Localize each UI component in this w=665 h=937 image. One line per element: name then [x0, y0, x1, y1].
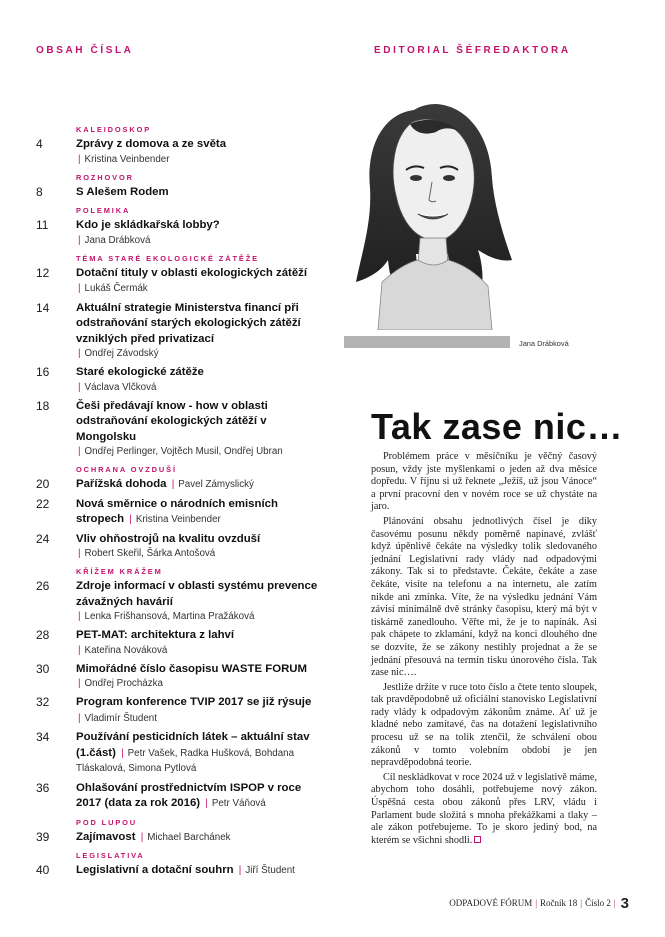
toc-entry-title: Ohlašování prostřednictvím ISPOP v roce 2017 (data za rok 2016) [76, 781, 302, 809]
toc-entry-body [76, 266, 326, 297]
toc-entry[interactable] [36, 185, 326, 201]
toc-entry-body [76, 477, 326, 493]
toc-entry[interactable] [36, 628, 326, 658]
toc-entry[interactable] [36, 863, 326, 879]
toc-entry-body [76, 830, 326, 846]
toc-entry-body [76, 730, 326, 777]
toc-entry-title: Používání pesticidních látek – aktuální stav (1.část) [76, 731, 310, 759]
photo-caption-bar [344, 336, 510, 348]
toc-entry-title: S Alešem Rodem [76, 185, 169, 198]
toc-section-label: POLEMIKA [76, 206, 131, 215]
toc-entry[interactable] [36, 137, 326, 167]
toc-entry-title: Staré ekologické zátěže [76, 366, 204, 378]
photo-caption: Jana Drábková [519, 339, 569, 348]
toc-entry-body [76, 497, 326, 528]
footer-separator: | [613, 898, 616, 908]
toc-section-label: KALEIDOSKOP [76, 125, 152, 134]
toc-entry-body [76, 662, 326, 692]
editor-portrait-illustration [352, 92, 512, 330]
toc-entry-body [76, 532, 326, 562]
toc-entry-body [76, 695, 326, 726]
footer-separator: | [535, 898, 538, 908]
toc-page-number: 39 [36, 829, 50, 844]
editorial-paragraph-text: Cíl neskládkovat v roce 2024 už v legislativě máme, abychom toho dosáhli, potřebujeme nový zákon. Úspěšná cesta obou zákonů přes LRV, vládu i Parlament bude složitá s mnoha překážkami a tlaky – ale zákon potřebujeme. To je skoro jediný bod, na kterém se všichni shodli. [371, 771, 597, 846]
toc-section-label: KŘÍŽEM KRÁŽEM [76, 567, 163, 576]
toc-page-number: 36 [36, 780, 50, 795]
toc-entry-body [76, 579, 326, 624]
toc-entry-body [76, 863, 326, 879]
toc-entry[interactable] [36, 730, 326, 777]
toc-entry-title: Nová směrnice o národních emisních stropech [76, 497, 278, 525]
magazine-name: ODPADOVÉ FÓRUM [449, 898, 533, 908]
toc-header: OBSAH ČÍSLA [36, 45, 134, 56]
toc-page-number: 20 [36, 477, 50, 491]
toc-entry-title: Zajímavost [76, 830, 136, 843]
toc-entry-author: | Ondřej Perlinger, Vojtěch Musil, Ondřej Ubran [76, 445, 326, 459]
footer-separator: | [580, 898, 583, 908]
toc-entry-body [76, 628, 326, 658]
toc-page-number: 22 [36, 496, 50, 511]
toc-page-number: 16 [36, 365, 50, 379]
toc-entry[interactable] [36, 365, 326, 395]
toc-page-number: 40 [36, 863, 50, 877]
toc-entry-title: Mimořádné číslo časopisu WASTE FORUM [76, 662, 308, 675]
toc-entry-author: | Lukáš Čermák [76, 283, 148, 294]
toc-page-number: 28 [36, 628, 50, 642]
toc-entry[interactable] [36, 695, 326, 726]
toc-entry[interactable] [36, 830, 326, 846]
editorial-body [371, 451, 597, 849]
editorial-paragraph [371, 772, 597, 848]
toc-entry-title: Češi předávají know - how v oblasti odstraňování ekologických zátěží v Mongolsku [76, 399, 268, 443]
toc-entry-author: | Ondřej Procházka [76, 677, 326, 691]
page-footer [449, 895, 629, 912]
toc-entry-title: Vliv ohňostrojů na kvalitu ovzduší [76, 532, 261, 545]
toc-entry-author: | Jana Drábková [76, 234, 326, 248]
toc-entry-author: | Kristina Veinbender [76, 153, 326, 167]
toc-entry-author: | Kateřina Nováková [76, 644, 326, 658]
toc-entry-title: Program konference TVIP 2017 se již rýsuje [76, 696, 312, 708]
toc-entry[interactable] [36, 781, 326, 812]
toc-entry-author: | Kristina Veinbender [127, 514, 221, 525]
toc-entry-author: | Petr Vašek, Radka Hušková, Bohdana Tláskalová, Simona Pytlová [76, 748, 294, 775]
editorial-paragraph: Problémem práce v měsíčníku je věčný časový posun, vždy jste myšlenkami o jeden až dva měsíce dopředu. V říjnu si už řeknete „Ježíš, už jsou Vánoce“ a první pracovní den v novém roce se už chystáte na jaro. [371, 451, 597, 513]
toc-entry[interactable] [36, 266, 326, 297]
toc-entry-title: PET-MAT: architektura z lahví [76, 629, 235, 641]
toc-entry-author: | Robert Skeřil, Šárka Antošová [76, 547, 326, 561]
toc-entry-author: | Pavel Zámyslický [170, 479, 254, 490]
toc-entry-body [76, 218, 326, 248]
toc-section-label: ROZHOVOR [76, 172, 134, 182]
toc-entry-body [76, 781, 326, 812]
toc-entry[interactable] [36, 399, 326, 460]
editorial-paragraph: Jestliže držíte v ruce toto číslo a čtete tento sloupek, tak pravděpodobně už oficiální stanovisko Legislativní rady vlády k odpadovým zákonům známe. Ať už je kladné nebo zamítavé, čas na dotažení legislativního procesu už se na tolik ztenčil, že schválení obou zákonů v tomto volebním období je jen nepravděpodobná teorie. [371, 681, 597, 769]
toc-entry-author: | Jiří Študent [237, 865, 295, 876]
toc-entry-author: | Vladimír Študent [76, 713, 157, 724]
end-of-article-mark [474, 836, 481, 843]
toc-entry[interactable] [36, 579, 326, 624]
toc-section-label: POD LUPOU [76, 817, 138, 827]
toc-entry-author: | Václava Vlčková [76, 381, 326, 395]
toc-entry-author: | Michael Barchánek [139, 832, 231, 843]
toc-entry[interactable] [36, 477, 326, 493]
editorial-title: Tak zase nic… [371, 406, 623, 447]
toc-entry-title: Legislativní a dotační souhrn [76, 864, 234, 876]
toc-page-number: 4 [36, 137, 43, 151]
toc-page-number: 8 [36, 184, 43, 199]
toc-page-number: 18 [36, 398, 50, 413]
toc-entry-title: Zprávy z domova a ze světa [76, 138, 227, 150]
editorial-paragraph: Plánování obsahu jednotlivých čísel je díky časovému posunu někdy poměrně napínavé, zvlášť když úpěnlivě čekáte na výsledky tolik sledovaného jednání Legislativní rady vlády nad odpadovými zákony. Tak si to představte. Čekáte, čekáte a zase čekáte, visíte na telefonu a na internetu, ale zatím nikde ani zmínka. Víte, že na výsledku jednání Vám závisí minimálně dvě stránky časopisu, který má být v tiskárně zanedlouho. Věřte mi, že je to napínák. Asi pak chápete to zklamání, když na konci dlouhého dne se dozvíte, že se zákony nestihly projednat a že se jednání přesouvá na termín tisku únorového čísla. Tak zase nic…. [371, 515, 597, 679]
toc-entry-body [76, 365, 326, 395]
volume: Ročník 18 [540, 898, 578, 908]
issue: Číslo 2 [585, 898, 611, 908]
toc-entry-body [76, 301, 326, 362]
toc-entry-title: Aktuální strategie Ministerstva financí při odstraňování starých ekologických zátěží vzniklých před privatizací [76, 301, 301, 345]
toc-entry-body [76, 185, 326, 201]
toc-section-label: TÉMA STARÉ EKOLOGICKÉ ZÁTĚŽE [76, 253, 259, 263]
toc-page-number: 34 [36, 730, 50, 744]
page-number: 3 [620, 895, 629, 912]
toc-entry-title: Pařížská dohoda [76, 478, 167, 490]
toc-entry[interactable] [36, 497, 326, 528]
toc-page-number: 14 [36, 300, 50, 315]
toc-section-label: LEGISLATIVA [76, 851, 145, 860]
toc-entry[interactable] [36, 532, 326, 562]
toc-entry[interactable] [36, 301, 326, 362]
toc-page-number: 26 [36, 579, 50, 593]
toc-section-label: OCHRANA OVZDUŠÍ [76, 465, 177, 474]
toc-page-number: 24 [36, 531, 50, 546]
toc-page-number: 30 [36, 661, 50, 676]
toc-entry-author: | Ondřej Závodský [76, 347, 326, 361]
table-of-contents [36, 125, 326, 879]
toc-page-number: 32 [36, 695, 50, 709]
toc-entry-title: Zdroje informací v oblasti systému prevence závažných havárií [76, 580, 318, 608]
toc-entry-author: | Petr Váňová [203, 798, 265, 809]
toc-entry-title: Kdo je skládkařská lobby? [76, 219, 220, 231]
toc-entry-body [76, 137, 326, 167]
toc-page-number: 12 [36, 265, 50, 280]
toc-entry-body [76, 399, 326, 460]
editorial-header: EDITORIAL ŠÉFREDAKTORA [374, 45, 571, 56]
toc-page-number: 11 [36, 218, 49, 232]
toc-entry[interactable] [36, 218, 326, 248]
toc-entry[interactable] [36, 662, 326, 692]
toc-entry-title: Dotační tituly v oblasti ekologických zátěží [76, 266, 308, 279]
toc-entry-author: | Lenka Frišhansová, Martina Pražáková [76, 610, 326, 624]
